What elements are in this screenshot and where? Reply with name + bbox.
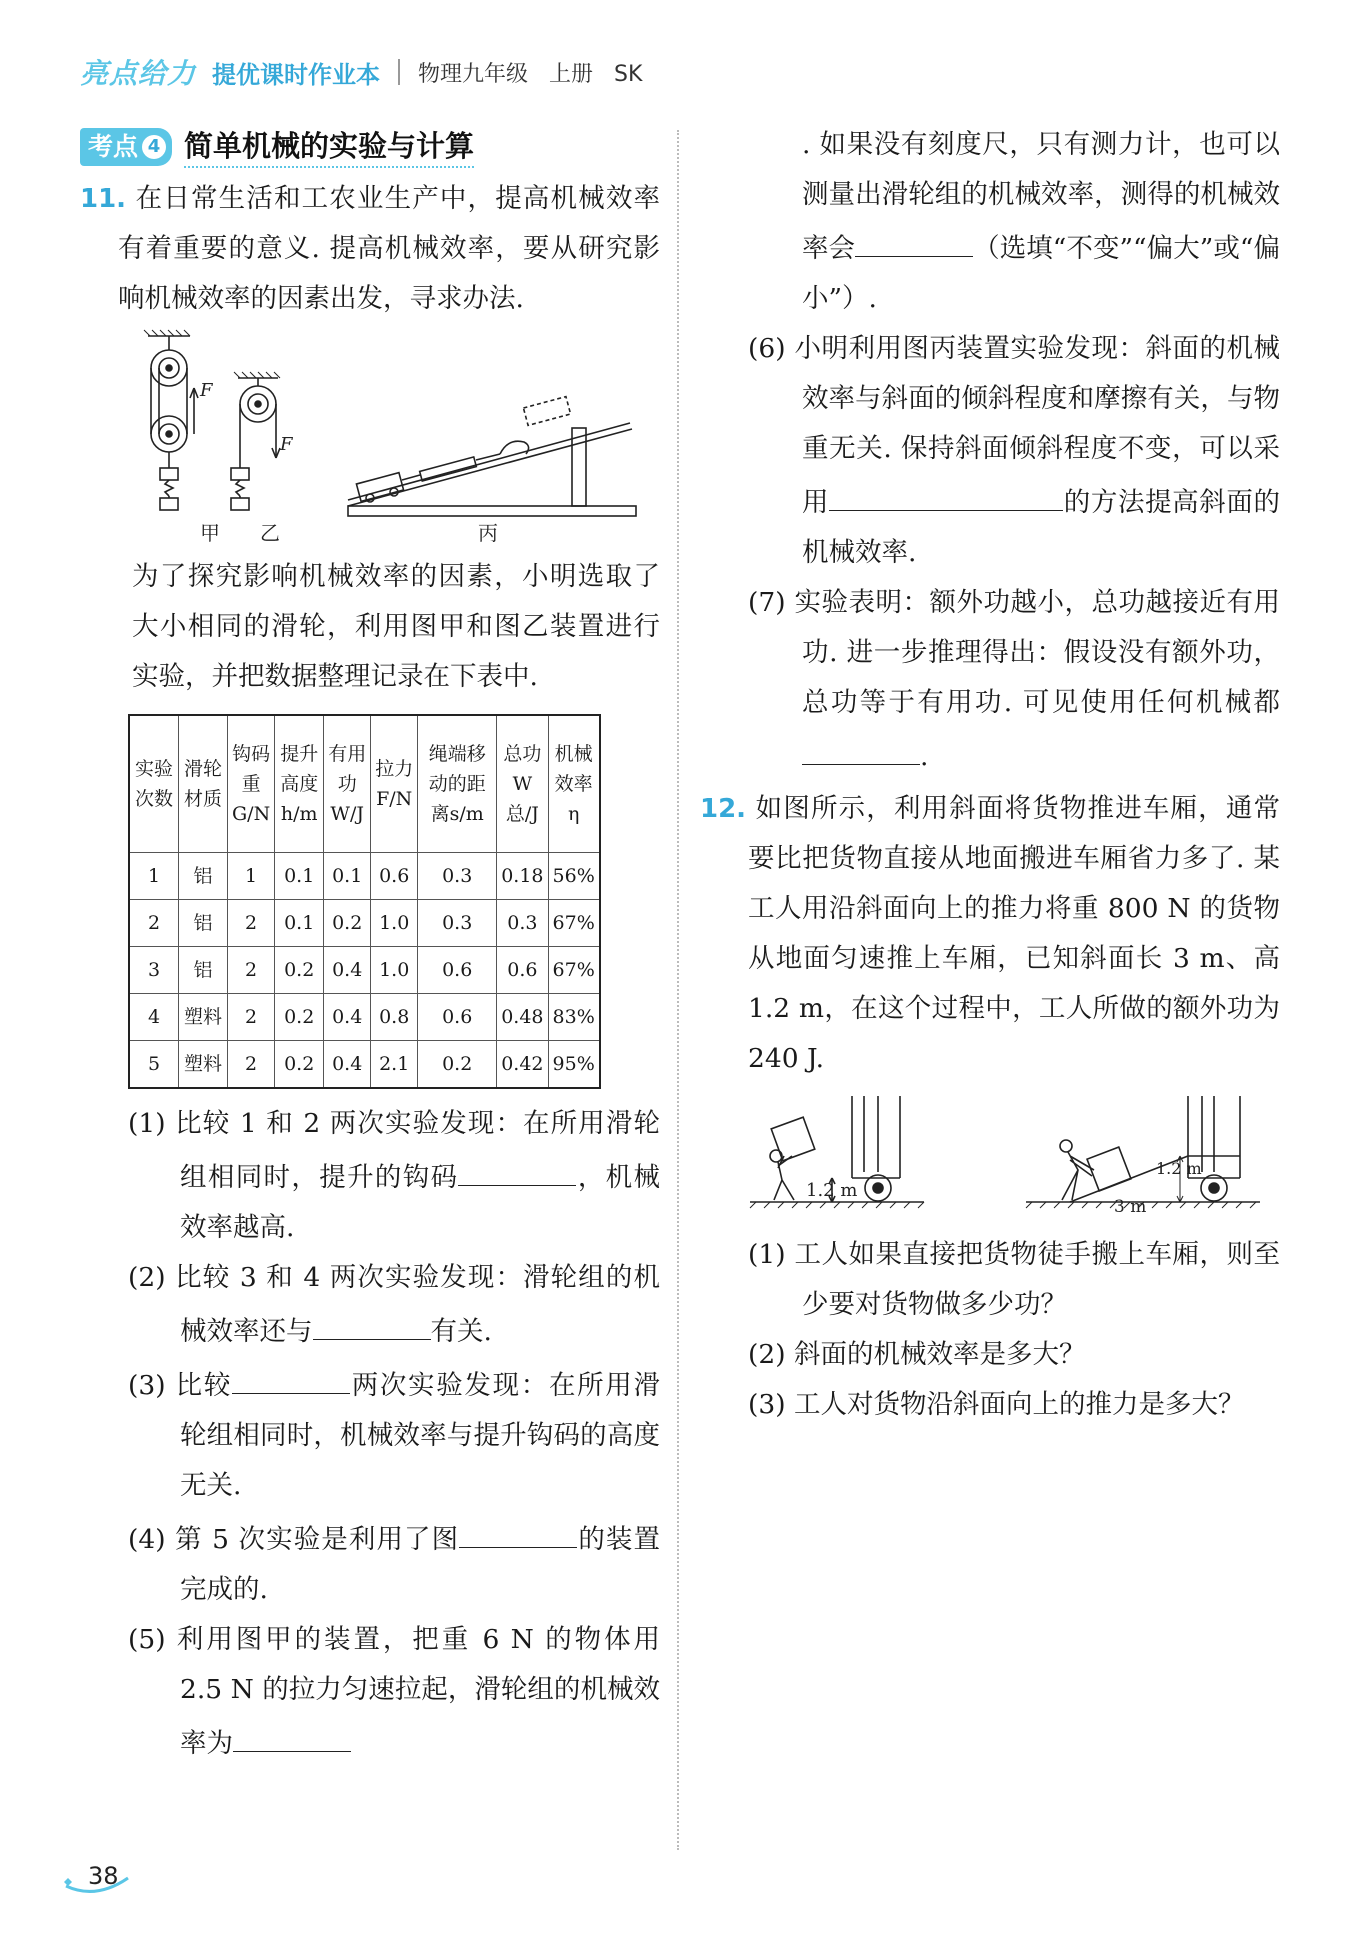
answer-blank[interactable]	[802, 728, 920, 765]
table-cell: 0.2	[324, 900, 371, 947]
answer-blank[interactable]	[855, 220, 973, 257]
table-cell: 1	[228, 853, 275, 900]
fig-label-bing: 丙	[478, 521, 498, 545]
sub-number: (5)	[128, 1624, 166, 1655]
table-header-cell: 绳端移动的距离s/m	[418, 715, 497, 853]
sub-text: 第 5 次实验是利用了图	[175, 1524, 460, 1555]
section-number: 4	[142, 135, 166, 159]
table-row	[129, 853, 600, 900]
sub-text: 比较 3 和 4 两次实验发现：滑轮组的机械效率还与	[175, 1262, 660, 1347]
sub-text: 利用图甲的装置，把重 6 N 的物体用 2.5 N 的拉力匀速拉起，滑轮组的机械效率为	[176, 1624, 660, 1759]
table-cell: 1	[129, 853, 179, 900]
table-cell: 铝	[179, 853, 228, 900]
section-badge	[80, 128, 172, 166]
table-header-cell: 拉力F/N	[371, 715, 418, 853]
worker-incline-illustration	[1026, 1096, 1260, 1208]
table-cell: 0.6	[497, 947, 548, 994]
left-column	[80, 122, 660, 1769]
table-header-cell: 实验次数	[129, 715, 179, 853]
page-header	[80, 52, 642, 92]
table-cell: 67%	[548, 900, 600, 947]
q11-sub3	[80, 1357, 660, 1511]
q11-sub5-part2	[700, 120, 1280, 324]
table-cell: 4	[129, 994, 179, 1041]
book-subtitle: 提优课时作业本	[212, 60, 381, 89]
answer-blank[interactable]	[232, 1357, 350, 1394]
table-cell: 2	[228, 1041, 275, 1089]
table-header-row	[129, 715, 600, 853]
sub-text: 工人对货物沿斜面向上的推力是多大？	[793, 1389, 1245, 1420]
sub-text: 的方法提高斜面的机械效率.	[802, 487, 1281, 568]
sub-number: (2)	[748, 1339, 786, 1370]
right-column	[700, 120, 1280, 1430]
sub-number: (6)	[748, 333, 786, 364]
page-number-text: 38	[88, 1862, 119, 1890]
q12-intro	[700, 784, 1280, 1084]
column-divider	[677, 130, 679, 1850]
q11-intro	[80, 174, 660, 324]
table-cell: 0.18	[497, 853, 548, 900]
answer-blank[interactable]	[233, 1715, 351, 1752]
table-cell: 塑料	[179, 1041, 228, 1089]
q12-intro-text: 如图所示，利用斜面将货物推进车厢，通常要比把货物直接从地面搬进车厢省力多了. 某工人用沿斜面向上的推力将重 800 N 的货物从地面匀速推上车厢，已知斜面长 3 m、高 1.2 m，在这个过程中，工人所做的额外功为 240 J.	[748, 793, 1280, 1074]
table-cell: 0.4	[324, 994, 371, 1041]
answer-blank[interactable]	[459, 1511, 577, 1548]
sub-number: (1)	[128, 1108, 166, 1139]
q11-sub2	[80, 1253, 660, 1357]
table-cell: 0.2	[418, 1041, 497, 1089]
sub-text: 有关.	[430, 1316, 492, 1347]
table-cell: 2	[228, 994, 275, 1041]
q11-sub4	[80, 1511, 660, 1615]
page-number	[70, 1862, 119, 1890]
q12-figure	[748, 1094, 1288, 1224]
force-label-jia: F	[200, 380, 213, 401]
sub-text: 比较 1 和 2 两次实验发现：在所用滑轮组相同时，提升的钩码	[175, 1108, 660, 1193]
table-cell: 0.3	[497, 900, 548, 947]
table-cell: 0.6	[418, 994, 497, 1041]
height-label-left: 1.2 m	[806, 1180, 858, 1201]
table-header-cell: 有用功W/J	[324, 715, 371, 853]
table-cell: 0.8	[371, 994, 418, 1041]
table-cell: 0.2	[275, 947, 324, 994]
brand-logo: 亮点给力	[80, 57, 197, 90]
section-heading	[80, 122, 660, 172]
sub-text: .	[920, 741, 929, 772]
sub-number: (3)	[748, 1389, 786, 1420]
sub-text: 两次实验发现：在所用滑轮组相同时，机械效率与提升钩码的高度无关.	[180, 1370, 660, 1501]
table-cell: 1.0	[371, 900, 418, 947]
table-cell: 67%	[548, 947, 600, 994]
table-cell: 0.6	[418, 947, 497, 994]
length-label: 3 m	[1114, 1197, 1147, 1217]
q12-sub2	[700, 1330, 1280, 1380]
table-header-cell: 钩码重G/N	[228, 715, 275, 853]
table-cell: 0.3	[418, 853, 497, 900]
q12-sub1	[700, 1230, 1280, 1330]
height-label-right: 1.2 m	[1156, 1159, 1202, 1178]
answer-blank[interactable]	[829, 474, 1063, 511]
q11-data-table	[128, 714, 601, 1089]
sub-number: (4)	[128, 1524, 166, 1555]
sub-text: ，机械效率越高.	[180, 1162, 661, 1243]
answer-blank[interactable]	[313, 1303, 431, 1340]
table-cell: 0.1	[275, 853, 324, 900]
table-cell: 0.1	[275, 900, 324, 947]
q11-number: 11.	[80, 184, 127, 214]
table-row	[129, 947, 600, 994]
sub-number: (2)	[128, 1262, 166, 1293]
table-header-cell: 总功W总/J	[497, 715, 548, 853]
table-cell: 2.1	[371, 1041, 418, 1089]
table-header-cell: 机械效率η	[548, 715, 600, 853]
incline-bing-illustration	[348, 397, 636, 516]
sub-text: 小明利用图丙装置实验发现：斜面的机械效率与斜面的倾斜程度和摩擦有关，与物重无关. 保持斜面倾斜程度不变，可以采用	[794, 333, 1280, 518]
table-cell: 0.4	[324, 947, 371, 994]
section-badge-label: 考点	[88, 132, 139, 161]
table-row	[129, 1041, 600, 1089]
table-header-cell: 滑轮材质	[179, 715, 228, 853]
sub-number: (7)	[748, 587, 786, 618]
table-cell: 2	[228, 900, 275, 947]
sub-number: (1)	[748, 1239, 786, 1270]
q11-para: 为了探究影响机械效率的因素，小明选取了大小相同的滑轮，利用图甲和图乙装置进行实验，并把数据整理记录在下表中.	[132, 561, 660, 692]
q11-sub7	[700, 578, 1280, 782]
table-cell: 2	[129, 900, 179, 947]
fig-label-yi: 乙	[260, 521, 280, 545]
table-cell: 3	[129, 947, 179, 994]
pulley-jia-illustration	[144, 330, 198, 510]
table-cell: 0.48	[497, 994, 548, 1041]
book-info: 物理九年级 上册 SK	[418, 61, 643, 87]
q12-sub3	[700, 1380, 1280, 1430]
table-cell: 0.1	[324, 853, 371, 900]
q11-sub6	[700, 324, 1280, 578]
table-row	[129, 994, 600, 1041]
table-cell: 0.2	[275, 1041, 324, 1089]
sub-text: 实验表明：额外功越小，总功越接近有用功. 进一步推理得出：假设没有额外功，总功等于有用功. 可见使用任何机械都	[794, 587, 1280, 718]
table-header-cell: 提升高度h/m	[275, 715, 324, 853]
table-cell: 0.42	[497, 1041, 548, 1089]
table-cell: 83%	[548, 994, 600, 1041]
sub-text: （选填“不变”“偏大”或“偏小”）.	[802, 233, 1280, 314]
fig-label-jia: 甲	[200, 521, 220, 545]
table-row	[129, 900, 600, 947]
table-cell: 0.3	[418, 900, 497, 947]
table-cell: 铝	[179, 947, 228, 994]
sub-text: 工人如果直接把货物徒手搬上车厢，则至少要对货物做多少功？	[794, 1239, 1280, 1320]
sub-text: 斜面的机械效率是多大？	[793, 1339, 1086, 1370]
table-cell: 0.4	[324, 1041, 371, 1089]
q11-sub5-part1	[80, 1615, 660, 1769]
q11-intro-text: 在日常生活和工农业生产中，提高机械效率有着重要的意义. 提高机械效率，要从研究影响机械效率的因素出发，寻求办法.	[118, 183, 660, 314]
table-cell: 0.6	[371, 853, 418, 900]
table-cell: 1.0	[371, 947, 418, 994]
q11-figure	[80, 328, 640, 548]
table-cell: 塑料	[179, 994, 228, 1041]
sub-number: (3)	[128, 1370, 166, 1401]
header-divider	[398, 59, 400, 85]
sub-text: . 如果没有刻度尺，只有测力计，也可以测量出滑轮组的机械效率，测得的机械效率会	[802, 129, 1280, 264]
table-cell: 5	[129, 1041, 179, 1089]
table-cell: 95%	[548, 1041, 600, 1089]
section-title: 简单机械的实验与计算	[184, 126, 474, 168]
table-cell: 0.2	[275, 994, 324, 1041]
table-cell: 56%	[548, 853, 600, 900]
q12-number: 12.	[700, 794, 747, 824]
table-cell: 铝	[179, 900, 228, 947]
force-label-yi: F	[280, 434, 293, 455]
sub-text: 比较	[175, 1370, 233, 1401]
sub-text: 的装置完成的.	[180, 1524, 660, 1605]
table-cell: 2	[228, 947, 275, 994]
pulley-yi-illustration	[231, 372, 280, 510]
answer-blank[interactable]	[458, 1149, 576, 1186]
q11-sub1	[80, 1099, 660, 1253]
